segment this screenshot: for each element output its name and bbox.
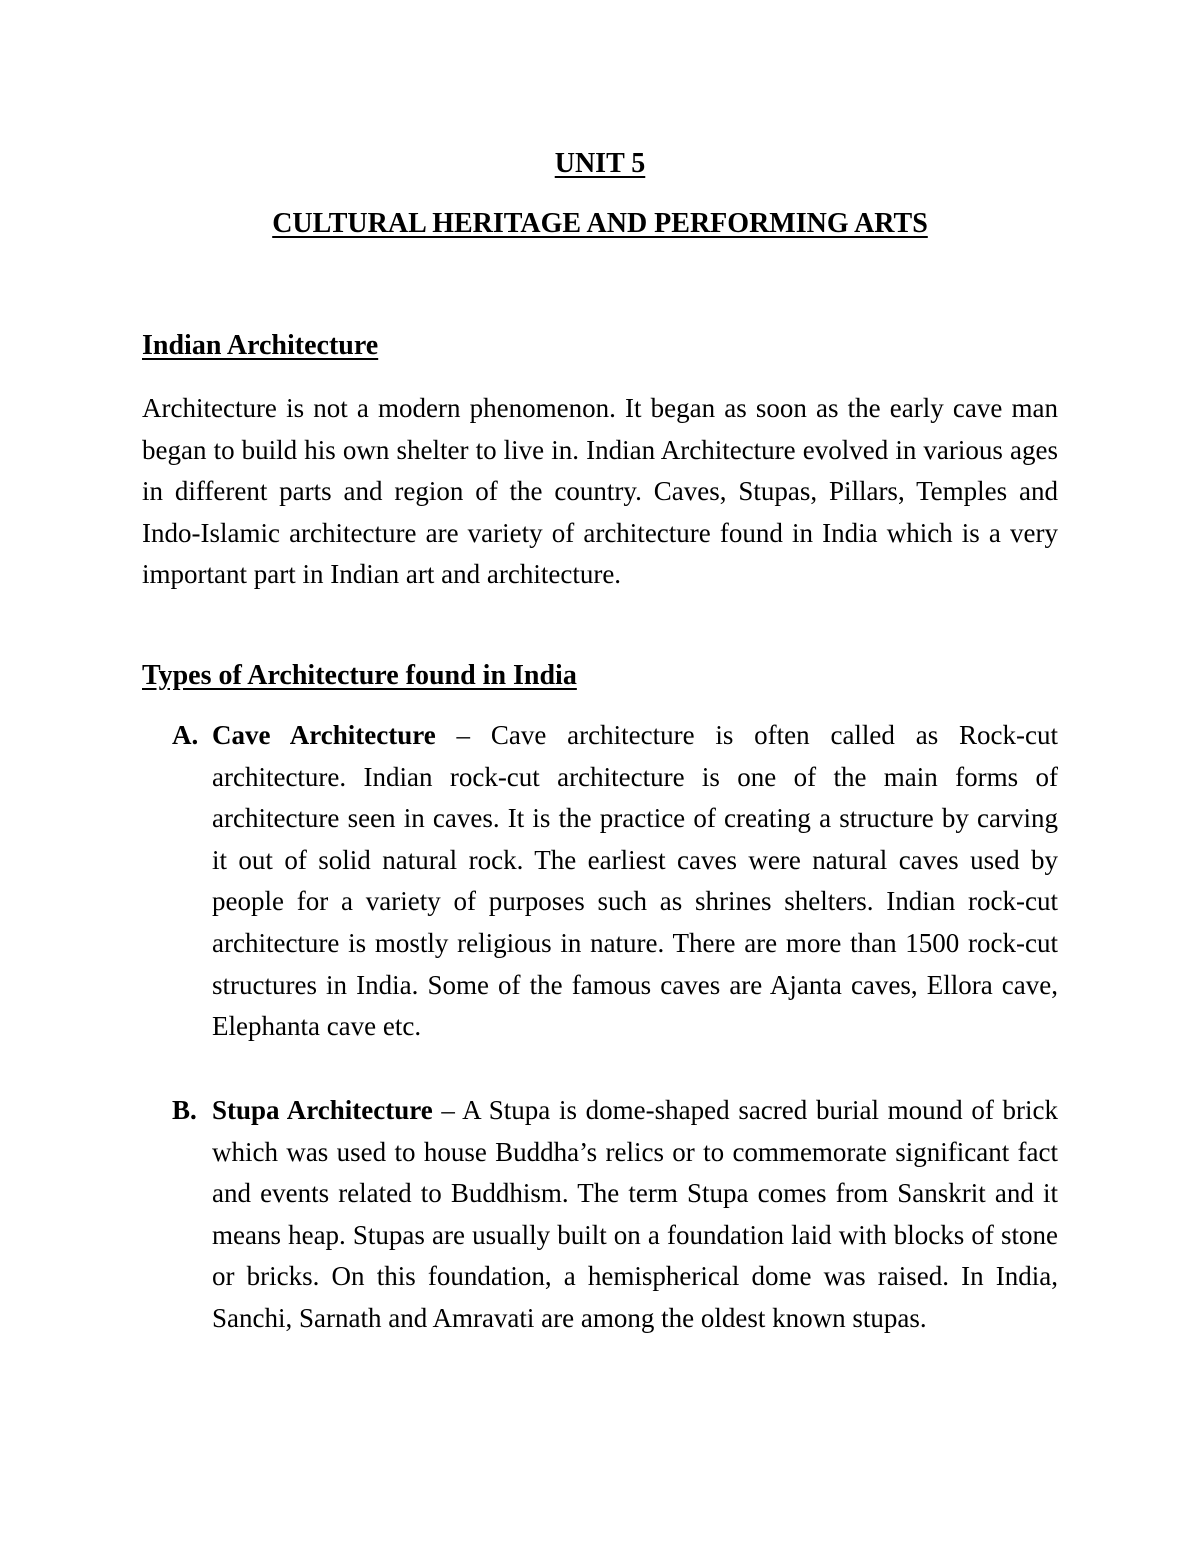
item-title: Stupa Architecture <box>212 1095 433 1125</box>
unit-title: UNIT 5 <box>554 148 646 179</box>
unit-subtitle: CULTURAL HERITAGE AND PERFORMING ARTS <box>272 208 928 239</box>
list-marker: A. <box>172 720 199 750</box>
item-body: – Cave architecture is often called as Rock-cut architecture. Indian rock-cut architecture is one of the main forms of architecture seen in caves. It is the practice of creating a structure by carving it out of solid natural rock. The earliest caves were natural caves used by people for a variety of purposes such as shrines shelters. Indian rock-cut architecture is mostly religious in nature. There are more than 1500 rock-cut structures in India. Some of the famous caves are Ajanta caves, Ellora cave, Elephanta cave etc. <box>212 720 1058 1042</box>
item-title: Cave Architecture <box>212 720 436 750</box>
section-heading-types-of-architecture: Types of Architecture found in India <box>142 660 577 691</box>
intro-paragraph: Architecture is not a modern phenomenon. It began as soon as the early cave man began to build his own shelter to live in. Indian Architecture evolved in various ages in different parts and region of the country. Caves, Stupas, Pillars, Temples and Indo-Islamic architecture are variety of architecture found in India which is a very important part in Indian art and architecture. <box>142 393 1058 590</box>
list-item-cave-architecture <box>172 715 1058 1048</box>
list-marker: B. <box>172 1095 197 1125</box>
list-item-stupa-architecture <box>172 1090 1058 1340</box>
item-body: – A Stupa is dome-shaped sacred burial mound of brick which was used to house Buddha’s relics or to commemorate significant fact and events related to Buddhism. The term Stupa comes from Sanskrit and it means heap. Stupas are usually built on a foundation laid with blocks of stone or bricks. On this foundation, a hemispherical dome was raised. In India, Sanchi, Sarnath and Amravati are among the oldest known stupas. <box>212 1095 1058 1333</box>
section-heading-indian-architecture: Indian Architecture <box>142 330 379 361</box>
